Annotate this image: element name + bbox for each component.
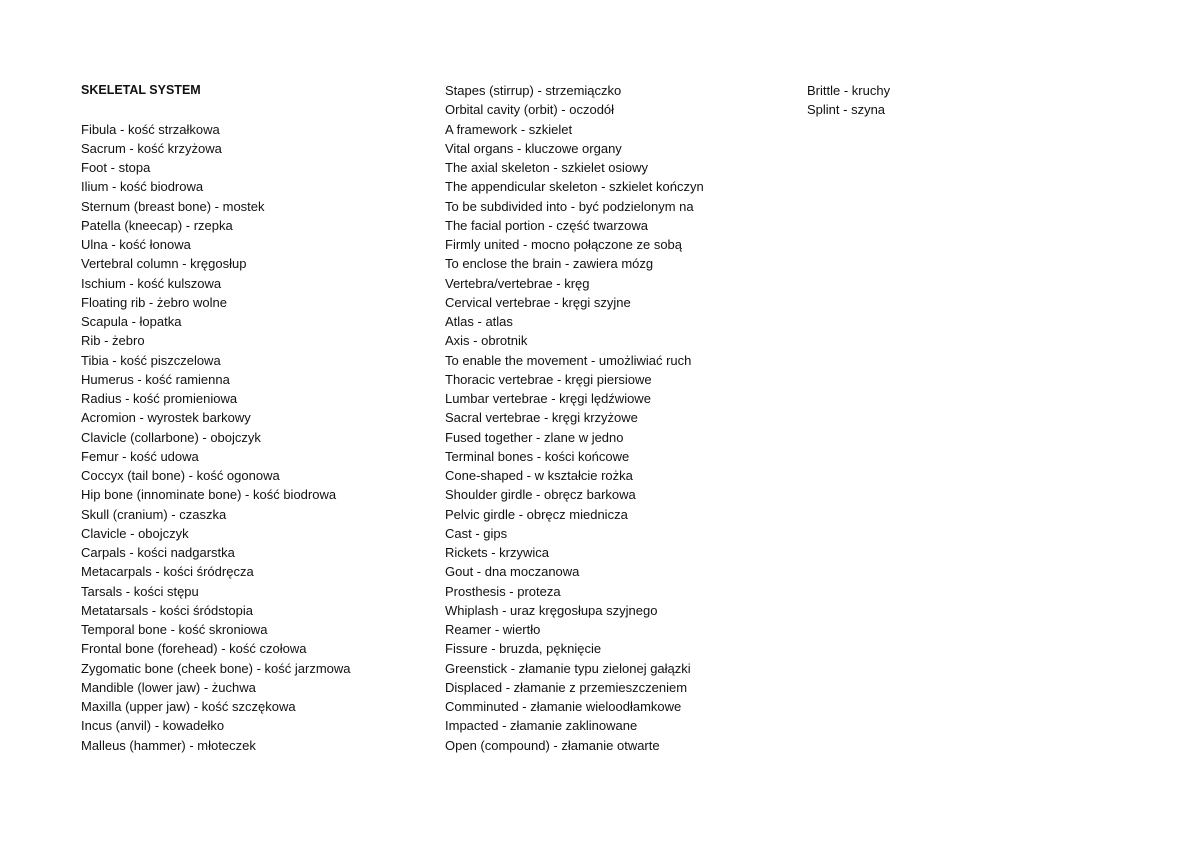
vocabulary-entry: Shoulder girdle - obręcz barkowa: [445, 487, 636, 503]
vocabulary-entry: Terminal bones - kości końcowe: [445, 448, 630, 464]
vocabulary-entry: Sacral vertebrae - kręgi krzyżowe: [445, 410, 638, 426]
vocabulary-entry: Foot - stopa: [81, 160, 151, 175]
vocabulary-entry: Fused together - zlane w jedno: [445, 429, 624, 445]
vocabulary-entry: Prosthesis - proteza: [445, 583, 561, 599]
vocabulary-column-3: [807, 81, 1107, 120]
vocabulary-entry: Tarsals - kości stępu: [81, 583, 199, 599]
vocabulary-entry: Vertebra/vertebrae - kręg: [445, 275, 590, 291]
vocabulary-entry: Cone-shaped - w kształcie rożka: [445, 468, 633, 483]
vocabulary-entry: Metacarpals - kości śródręcza: [81, 564, 254, 580]
vocabulary-entry: Sacrum - kość krzyżowa: [81, 140, 222, 156]
vocabulary-entry: Splint - szyna: [807, 102, 886, 118]
vocabulary-entry: Atlas - atlas: [445, 314, 513, 329]
vocabulary-entry: Mandible (lower jaw) - żuchwa: [81, 679, 256, 695]
vocabulary-entry: Vital organs - kluczowe organy: [445, 140, 622, 156]
vocabulary-entry: To be subdivided into - być podzielonym na: [445, 198, 694, 214]
vocabulary-entry: Floating rib - żebro wolne: [81, 294, 227, 310]
vocabulary-entry: Fibula - kość strzałkowa: [81, 121, 220, 137]
vocabulary-entry: Humerus - kość ramienna: [81, 371, 230, 387]
vocabulary-entry: Orbital cavity (orbit) - oczodół: [445, 102, 615, 118]
vocabulary-entry: Gout - dna moczanowa: [445, 564, 580, 580]
vocabulary-entry: Incus (anvil) - kowadełko: [81, 718, 225, 734]
vocabulary-column-2: [445, 81, 795, 755]
vocabulary-entry: Malleus (hammer) - młoteczek: [81, 737, 256, 753]
vocabulary-entry: To enable the movement - umożliwiać ruch: [445, 352, 692, 368]
vocabulary-entry: Axis - obrotnik: [445, 333, 528, 349]
vocabulary-entry: The facial portion - część twarzowa: [445, 217, 649, 233]
vocabulary-entry: Frontal bone (forehead) - kość czołowa: [81, 641, 307, 657]
vocabulary-entry: Comminuted - złamanie wieloodłamkowe: [445, 699, 682, 714]
vocabulary-entry: Sternum (breast bone) - mostek: [81, 198, 265, 214]
vocabulary-entry: Vertebral column - kręgosłup: [81, 256, 247, 272]
vocabulary-entry: Hip bone (innominate bone) - kość biodrowa: [81, 487, 337, 503]
vocabulary-entry: Brittle - kruchy: [807, 83, 891, 98]
vocabulary-entry: Carpals - kości nadgarstka: [81, 545, 235, 560]
vocabulary-entry: Lumbar vertebrae - kręgi lędźwiowe: [445, 391, 651, 406]
vocabulary-entry: Cast - gips: [445, 525, 508, 541]
vocabulary-entry: To enclose the brain - zawiera mózg: [445, 256, 654, 272]
vocabulary-entry: Scapula - łopatka: [81, 314, 182, 329]
document-title: SKELETAL SYSTEM: [81, 83, 201, 97]
vocabulary-entry: Femur - kość udowa: [81, 448, 199, 464]
vocabulary-entry: Rickets - krzywica: [445, 545, 550, 560]
vocabulary-entry: Greenstick - złamanie typu zielonej gałązki: [445, 660, 691, 676]
vocabulary-entry: Zygomatic bone (cheek bone) - kość jarzmowa: [81, 660, 351, 676]
vocabulary-entry: Radius - kość promieniowa: [81, 391, 238, 406]
vocabulary-entry: Reamer - wiertło: [445, 622, 541, 637]
vocabulary-entry: Rib - żebro: [81, 333, 145, 349]
vocabulary-entry: Impacted - złamanie zaklinowane: [445, 718, 638, 734]
vocabulary-entry: Thoracic vertebrae - kręgi piersiowe: [445, 371, 652, 387]
vocabulary-entry: Whiplash - uraz kręgosłupa szyjnego: [445, 602, 658, 618]
vocabulary-entry: Open (compound) - złamanie otwarte: [445, 737, 660, 753]
vocabulary-entry: Clavicle - obojczyk: [81, 525, 189, 541]
vocabulary-entry: Ilium - kość biodrowa: [81, 179, 204, 195]
vocabulary-entry: Firmly united - mocno połączone ze sobą: [445, 237, 683, 252]
vocabulary-entry: Metatarsals - kości śródstopia: [81, 602, 253, 618]
vocabulary-entry: Maxilla (upper jaw) - kość szczękowa: [81, 699, 296, 714]
vocabulary-entry: Pelvic girdle - obręcz miednicza: [445, 506, 628, 522]
blank-line: [81, 100, 431, 119]
vocabulary-entry: Ischium - kość kulszowa: [81, 275, 222, 291]
vocabulary-entry: Patella (kneecap) - rzepka: [81, 217, 233, 233]
vocabulary-entry: Cervical vertebrae - kręgi szyjne: [445, 294, 631, 310]
vocabulary-entry: The appendicular skeleton - szkielet kończyn: [445, 179, 704, 195]
vocabulary-entry: Coccyx (tail bone) - kość ogonowa: [81, 468, 280, 483]
vocabulary-entry: Acromion - wyrostek barkowy: [81, 410, 251, 426]
vocabulary-entry: Stapes (stirrup) - strzemiączko: [445, 83, 622, 98]
vocabulary-entry: A framework - szkielet: [445, 121, 573, 137]
vocabulary-entry: Temporal bone - kość skroniowa: [81, 622, 268, 637]
vocabulary-entry: Skull (cranium) - czaszka: [81, 506, 227, 522]
vocabulary-entry: The axial skeleton - szkielet osiowy: [445, 160, 649, 175]
vocabulary-entry: Displaced - złamanie z przemieszczeniem: [445, 679, 688, 695]
vocabulary-entry: Tibia - kość piszczelowa: [81, 352, 221, 368]
vocabulary-entry: Fissure - bruzda, pęknięcie: [445, 641, 602, 657]
vocabulary-column-1: [81, 81, 431, 755]
vocabulary-entry: Ulna - kość łonowa: [81, 237, 191, 252]
vocabulary-entry: Clavicle (collarbone) - obojczyk: [81, 429, 261, 445]
